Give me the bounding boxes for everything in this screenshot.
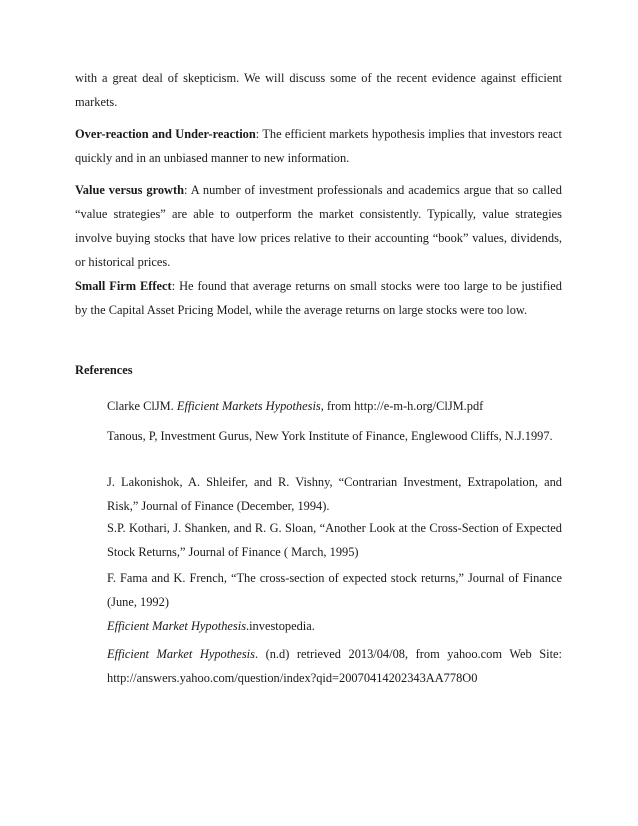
reference-text: , from http://e-m-h.org/ClJM.pdf xyxy=(320,399,484,413)
paragraph-text: : He found that average returns on small stocks were too large to be justified by the Capital Asset Pricing Model, while the average returns on large stocks were too low. xyxy=(75,279,562,317)
reference-item xyxy=(107,516,562,564)
reference-title: Efficient Market Hypothesis xyxy=(107,619,247,633)
paragraph-text: with a great deal of skepticism. We will discuss some of the recent evidence against efficient markets. xyxy=(75,71,562,109)
reference-item xyxy=(107,566,562,614)
paragraph-small-firm xyxy=(75,274,562,322)
reference-item xyxy=(107,394,562,418)
reference-item xyxy=(107,424,562,448)
references-heading: References xyxy=(75,363,133,377)
reference-text: S.P. Kothari, J. Shanken, and R. G. Sloan, “Another Look at the Cross-Section of Expected Stock Returns,” Journal of Finance ( March, 1995) xyxy=(107,521,562,559)
reference-text: Clarke ClJM. xyxy=(107,399,177,413)
reference-item xyxy=(107,642,562,690)
reference-item xyxy=(107,614,562,638)
reference-text: .investopedia. xyxy=(246,619,315,633)
reference-item xyxy=(107,470,562,518)
paragraph-skepticism xyxy=(75,66,562,114)
reference-text: F. Fama and K. French, “The cross-section of expected stock returns,” Journal of Finance (June, 1992) xyxy=(107,571,562,609)
paragraph-text: : A number of investment professionals and academics argue that so called “value strategies” are able to outperform the market consistently. Typically, value strategies involve buying stocks that have low prices relative to their accounting “book” values, dividends, or historical prices. xyxy=(75,183,562,269)
paragraph-heading: Small Firm Effect xyxy=(75,279,172,293)
paragraph-text: : The efficient markets hypothesis implies that investors react quickly and in an unbiased manner to new information. xyxy=(75,127,562,165)
paragraph-value-growth xyxy=(75,178,562,274)
reference-text: Tanous, P, Investment Gurus, New York Institute of Finance, Englewood Cliffs, N.J.1997. xyxy=(107,429,553,443)
reference-text: . (n.d) retrieved 2013/04/08, from yahoo.com Web Site: http://answers.yahoo.com/question/index?qid=20070414202343AA778O0 xyxy=(107,647,562,685)
paragraph-over-reaction xyxy=(75,122,562,170)
paragraph-heading: Value versus growth xyxy=(75,183,185,197)
paragraph-heading: Over-reaction and Under-reaction xyxy=(75,127,256,141)
reference-text: J. Lakonishok, A. Shleifer, and R. Vishny, “Contrarian Investment, Extrapolation, and Risk,” Journal of Finance (December, 1994). xyxy=(107,475,562,513)
reference-title: Efficient Market Hypothesis xyxy=(107,647,255,661)
reference-title: Efficient Markets Hypothesis xyxy=(176,399,321,413)
